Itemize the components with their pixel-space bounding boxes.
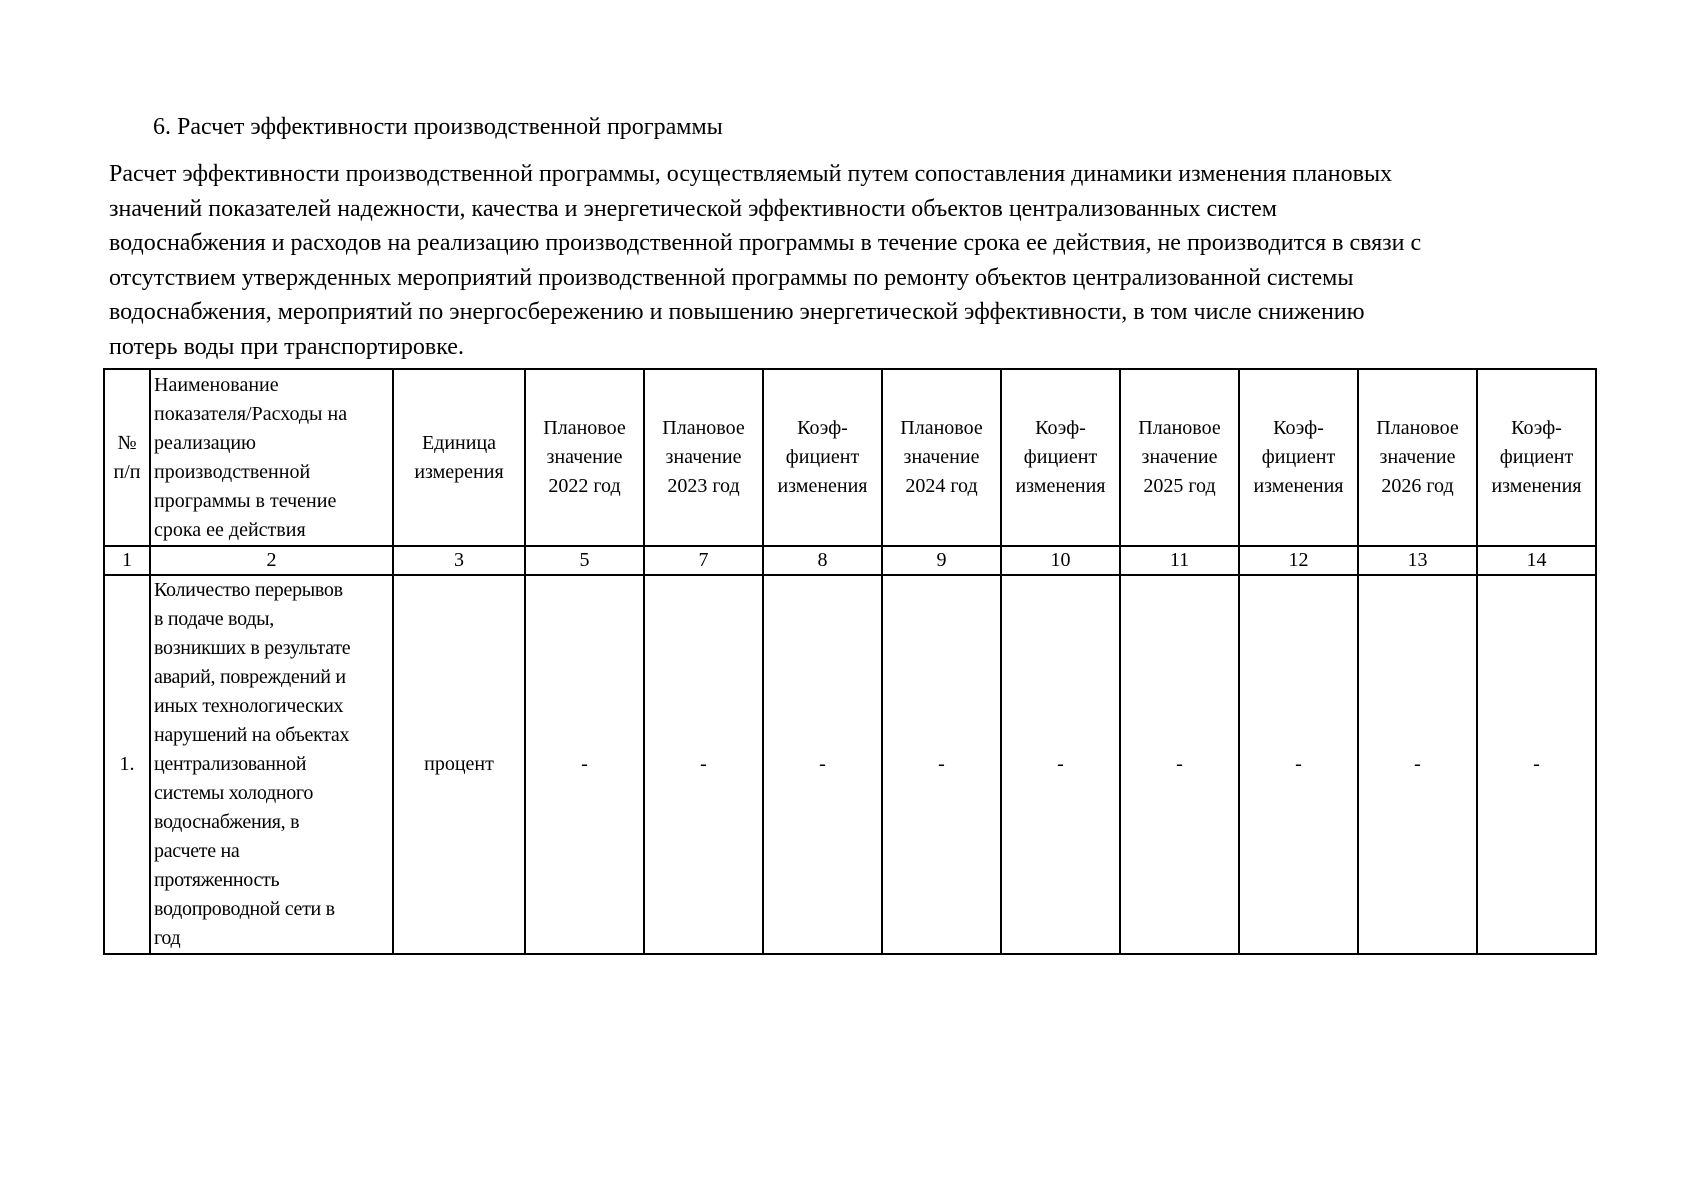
value-cell: - bbox=[1001, 575, 1120, 954]
indicator-name-line: расчете на bbox=[154, 840, 240, 862]
column-header-line: 2024 год bbox=[905, 475, 978, 497]
column-header-line: 2025 год bbox=[1143, 475, 1216, 497]
column-number: 8 bbox=[763, 546, 882, 575]
indicator-name-line: аварий, повреждений и bbox=[154, 666, 346, 688]
column-header-line: значение bbox=[1141, 446, 1218, 468]
column-header-line: изменения bbox=[1253, 475, 1344, 497]
column-header-line: фициент bbox=[1261, 446, 1336, 468]
column-header-line: значение bbox=[665, 446, 742, 468]
column-header bbox=[1120, 369, 1239, 546]
column-header-line: Коэф- bbox=[1273, 417, 1324, 439]
column-header-line: 2026 год bbox=[1381, 475, 1454, 497]
column-header-line: изменения bbox=[777, 475, 868, 497]
column-header bbox=[104, 369, 150, 546]
indicator-name-line: системы холодного bbox=[154, 782, 314, 804]
indicator-name-line: централизованной bbox=[154, 753, 307, 775]
column-header bbox=[1477, 369, 1596, 546]
indicator-name-line: год bbox=[154, 927, 181, 949]
indicator-name-line: нарушений на объектах bbox=[154, 724, 350, 746]
column-header-line: фициент bbox=[785, 446, 860, 468]
column-header-line: значение bbox=[903, 446, 980, 468]
column-header-line: Плановое bbox=[543, 417, 626, 439]
column-header-line: Плановое bbox=[900, 417, 983, 439]
column-number: 2 bbox=[150, 546, 393, 575]
column-header-line: срока ее действия bbox=[154, 518, 306, 541]
column-header-line: программы в течение bbox=[154, 489, 337, 512]
column-header-line: изменения bbox=[1015, 475, 1106, 497]
column-header-line: реализацию bbox=[154, 431, 256, 454]
column-header bbox=[150, 369, 393, 546]
column-header-line: фициент bbox=[1023, 446, 1098, 468]
indicator-name-line: иных технологических bbox=[154, 695, 344, 717]
row-number: 1. bbox=[104, 575, 150, 954]
column-header-line: Единица bbox=[421, 431, 497, 454]
indicator-name-line: Количество перерывов bbox=[154, 579, 343, 601]
indicator-name-line: протяженность bbox=[154, 869, 280, 891]
paragraph-line: водоснабжения и расходов на реализацию производственной программы в течение срока ее действия, не производится в связи с bbox=[109, 230, 1422, 257]
column-header-line: изменения bbox=[1491, 475, 1582, 497]
indicator-name-line: водопроводной сети в bbox=[154, 898, 335, 920]
efficiency-table bbox=[103, 368, 1597, 955]
column-number: 3 bbox=[393, 546, 525, 575]
column-header-line: производственной bbox=[154, 460, 311, 483]
paragraph-line: потерь воды при транспортировке. bbox=[109, 333, 464, 360]
column-number: 11 bbox=[1120, 546, 1239, 575]
column-header-line: Наименование bbox=[154, 373, 279, 396]
column-number-row bbox=[104, 546, 1596, 575]
column-header-line: значение bbox=[1379, 446, 1456, 468]
column-header-line: № bbox=[117, 431, 137, 454]
column-number: 7 bbox=[644, 546, 763, 575]
column-header-line: Плановое bbox=[1138, 417, 1221, 439]
column-header-line: Коэф- bbox=[797, 417, 848, 439]
column-header-line: значение bbox=[546, 446, 623, 468]
column-header bbox=[882, 369, 1001, 546]
table-header-row bbox=[104, 369, 1596, 546]
column-number: 13 bbox=[1358, 546, 1477, 575]
column-header bbox=[393, 369, 525, 546]
column-number: 9 bbox=[882, 546, 1001, 575]
column-header-line: Коэф- bbox=[1035, 417, 1086, 439]
body-paragraph bbox=[109, 157, 1609, 365]
column-header-line: 2023 год bbox=[667, 475, 740, 497]
column-header bbox=[644, 369, 763, 546]
column-header bbox=[1358, 369, 1477, 546]
value-cell: - bbox=[763, 575, 882, 954]
column-header bbox=[1239, 369, 1358, 546]
column-number: 10 bbox=[1001, 546, 1120, 575]
column-header-line: измерения bbox=[414, 460, 504, 483]
indicator-name bbox=[150, 575, 393, 954]
value-cell: - bbox=[1358, 575, 1477, 954]
column-number: 5 bbox=[525, 546, 644, 575]
value-cell: - bbox=[1477, 575, 1596, 954]
column-header bbox=[1001, 369, 1120, 546]
column-header-line: 2022 год bbox=[548, 475, 621, 497]
section-title: 6. Расчет эффективности производственной программы bbox=[153, 114, 723, 140]
column-header-line: фициент bbox=[1499, 446, 1574, 468]
table-row bbox=[104, 575, 1596, 954]
indicator-name-line: возникших в результате bbox=[154, 637, 351, 659]
column-header-line: Коэф- bbox=[1511, 417, 1562, 439]
paragraph-line: значений показателей надежности, качества и энергетической эффективности объектов централизованных систем bbox=[109, 195, 1277, 222]
column-header-line: Плановое bbox=[1376, 417, 1459, 439]
indicator-name-line: в подаче воды, bbox=[154, 608, 274, 630]
column-number: 12 bbox=[1239, 546, 1358, 575]
paragraph-line: водоснабжения, мероприятий по энергосбережению и повышению энергетической эффективности, в том числе снижению bbox=[109, 299, 1365, 326]
unit-cell: процент bbox=[393, 575, 525, 954]
column-number: 14 bbox=[1477, 546, 1596, 575]
column-header-line: Плановое bbox=[662, 417, 745, 439]
value-cell: - bbox=[1239, 575, 1358, 954]
paragraph-line: Расчет эффективности производственной программы, осуществляемый путем сопоставления динамики изменения плановых bbox=[109, 161, 1393, 187]
value-cell: - bbox=[644, 575, 763, 954]
column-header bbox=[525, 369, 644, 546]
value-cell: - bbox=[525, 575, 644, 954]
value-cell: - bbox=[1120, 575, 1239, 954]
paragraph-line: отсутствием утвержденных мероприятий производственной программы по ремонту объектов централизованной системы bbox=[109, 264, 1354, 291]
column-header-line: п/п bbox=[113, 460, 141, 483]
column-header-line: показателя/Расходы на bbox=[154, 402, 348, 425]
column-number: 1 bbox=[104, 546, 150, 575]
column-header bbox=[763, 369, 882, 546]
indicator-name-line: водоснабжения, в bbox=[154, 811, 300, 833]
value-cell: - bbox=[882, 575, 1001, 954]
